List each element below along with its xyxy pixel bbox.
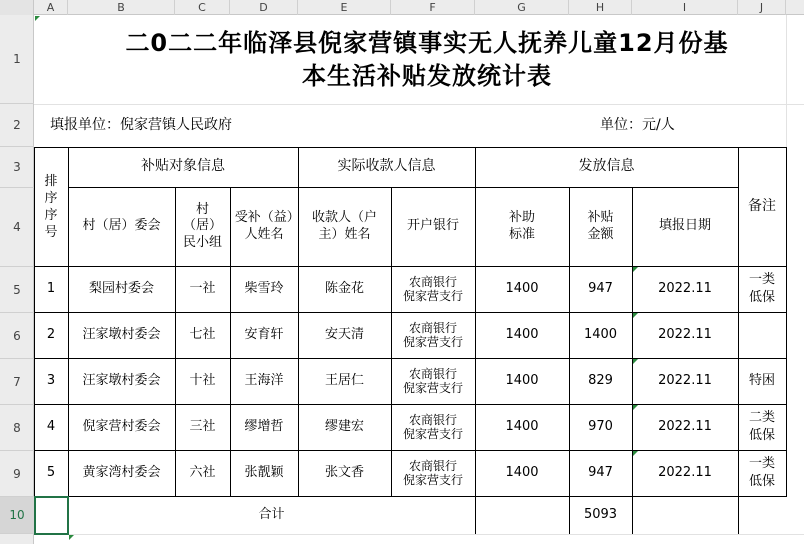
cell-comment-marker (633, 405, 638, 410)
cell-comment-marker (633, 359, 638, 364)
cell-standard[interactable]: 1400 (505, 280, 539, 296)
cell-remark[interactable] (738, 312, 786, 358)
row-header-4[interactable]: 4 (0, 188, 34, 267)
cell-group[interactable]: 一社 (189, 280, 216, 296)
cell-payee[interactable]: 陈金花 (324, 280, 364, 296)
total-amount[interactable]: 5093 (583, 506, 618, 522)
cell-standard[interactable]: 1400 (505, 326, 539, 342)
cell-amount[interactable]: 947 (588, 464, 613, 480)
row-header-1[interactable]: 1 (0, 15, 34, 104)
header-bank: 开户银行 (406, 218, 459, 234)
column-header-d[interactable]: D (230, 0, 298, 15)
header-payee-group: 实际收款人信息 (337, 158, 436, 175)
row-header-8[interactable]: 8 (0, 405, 34, 451)
header-small-group: 村（居）民小组 (182, 202, 222, 250)
cell-seq[interactable]: 2 (46, 326, 56, 342)
cell-amount[interactable]: 829 (588, 372, 613, 388)
gridline (786, 15, 787, 147)
unit-label: 单位：元/人 (600, 116, 675, 133)
cell-remark-line2: 低保 (748, 290, 775, 305)
cell-remark-line1: 一类 (748, 272, 775, 287)
cell-seq[interactable]: 1 (46, 280, 56, 296)
sheet-title (68, 15, 786, 104)
header-payee: 收款人（户主）姓名 (311, 210, 377, 242)
cell-recipient[interactable]: 安育轩 (244, 326, 284, 342)
cell-remark[interactable] (738, 450, 786, 496)
cell-remark-line2: 特困 (748, 373, 775, 388)
cell-amount[interactable]: 970 (588, 418, 613, 434)
row-header-5[interactable]: 5 (0, 267, 34, 313)
column-header-b[interactable]: B (68, 0, 175, 15)
cell-remark[interactable] (738, 358, 786, 404)
cell-village[interactable]: 汪家墩村委会 (82, 372, 161, 388)
header-seq: 排序序号 (44, 173, 58, 240)
reporting-unit: 填报单位：倪家营镇人民政府 (50, 116, 232, 133)
cell-bank-line2: 倪家营支行 (402, 427, 463, 441)
cell-bank[interactable] (391, 358, 475, 404)
active-cell-selection[interactable] (34, 496, 69, 535)
cell-recipient[interactable]: 张靓颖 (244, 464, 284, 480)
cell-payee[interactable]: 王居仁 (324, 372, 364, 388)
cell-bank-line2: 倪家营支行 (402, 335, 463, 349)
column-header-c[interactable]: C (175, 0, 230, 15)
column-header-g[interactable]: G (475, 0, 569, 15)
cell-comment-marker (633, 313, 638, 318)
cell-bank[interactable] (391, 312, 475, 358)
column-header-a[interactable]: A (34, 0, 68, 15)
cell-remark-line1: 二类 (748, 410, 775, 425)
cell-date[interactable]: 2022.11 (658, 418, 712, 434)
gridline (68, 534, 804, 535)
row-header-6[interactable]: 6 (0, 313, 34, 359)
cell-village[interactable]: 汪家墩村委会 (82, 326, 161, 342)
header-village: 村（居）委会 (82, 218, 161, 234)
row-header-3[interactable]: 3 (0, 147, 34, 188)
header-recipient: 受补（益）人姓名 (234, 210, 294, 242)
cell-recipient[interactable]: 柴雪玲 (244, 280, 284, 296)
header-amount: 补贴金额 (587, 210, 614, 242)
cell-bank-line1: 农商银行 (408, 413, 457, 427)
cell-comment-marker (633, 267, 638, 272)
header-subsidy-group: 补贴对象信息 (141, 158, 225, 175)
cell-village[interactable]: 倪家营村委会 (82, 418, 161, 434)
cell-comment-marker (633, 451, 638, 456)
cell-seq[interactable]: 4 (46, 418, 56, 434)
cell-bank[interactable] (391, 266, 475, 312)
cell-date[interactable]: 2022.11 (658, 280, 712, 296)
cell-standard[interactable]: 1400 (505, 418, 539, 434)
cell-comment-marker (69, 535, 74, 540)
cell-seq[interactable]: 3 (46, 372, 56, 388)
cell-recipient[interactable]: 缪增哲 (244, 418, 284, 434)
cell-seq[interactable]: 5 (46, 464, 56, 480)
header-remarks: 备注 (748, 197, 776, 214)
header-date: 填报日期 (658, 218, 711, 234)
cell-payee[interactable]: 张文香 (324, 464, 364, 480)
row-header-10[interactable]: 10 (0, 497, 34, 534)
sheet-title-line2: 本生活补贴发放统计表 (302, 61, 552, 90)
table-border (786, 147, 787, 497)
cell-standard[interactable]: 1400 (505, 372, 539, 388)
cell-group[interactable]: 十社 (189, 372, 216, 388)
total-label[interactable]: 合计 (258, 506, 285, 522)
row-header-2[interactable]: 2 (0, 104, 34, 147)
cell-payee[interactable]: 安天清 (324, 326, 364, 342)
cell-remark[interactable] (738, 266, 786, 312)
cell-payee[interactable]: 缪建宏 (324, 418, 364, 434)
cell-remark-line1: 一类 (748, 456, 775, 471)
cell-bank-line2: 倪家营支行 (402, 473, 463, 487)
cell-bank[interactable] (391, 404, 475, 450)
column-header-i[interactable]: I (632, 0, 738, 15)
cell-standard[interactable]: 1400 (505, 464, 539, 480)
cell-group[interactable]: 六社 (189, 464, 216, 480)
cell-remark-line2: 低保 (748, 474, 775, 489)
cell-amount[interactable]: 947 (588, 280, 613, 296)
row-header-9[interactable]: 9 (0, 451, 34, 497)
cell-date[interactable]: 2022.11 (658, 326, 712, 342)
row-header-7[interactable]: 7 (0, 359, 34, 405)
cell-amount[interactable]: 1400 (583, 326, 618, 342)
cell-bank-line1: 农商银行 (408, 367, 457, 381)
cell-group[interactable]: 三社 (189, 418, 216, 434)
header-payment-group: 发放信息 (578, 158, 635, 175)
cell-bank[interactable] (391, 450, 475, 496)
cell-bank-line1: 农商银行 (408, 459, 457, 473)
select-all-corner[interactable] (0, 0, 34, 15)
cell-remark[interactable] (738, 404, 786, 450)
cell-remark-line2: 低保 (748, 428, 775, 443)
cell-date[interactable]: 2022.11 (658, 372, 712, 388)
cell-recipient[interactable]: 王海洋 (244, 372, 284, 388)
header-standard: 补助标准 (508, 210, 535, 242)
cell-bank-line1: 农商银行 (408, 275, 457, 289)
column-header-h[interactable]: H (569, 0, 632, 15)
cell-village[interactable]: 黄家湾村委会 (82, 464, 161, 480)
cell-village[interactable]: 梨园村委会 (88, 280, 154, 296)
sheet-title-line1: 二0二二年临泽县倪家营镇事实无人抚养儿童12月份基 (125, 28, 729, 57)
cell-bank-line2: 倪家营支行 (402, 289, 463, 303)
cell-bank-line2: 倪家营支行 (402, 381, 463, 395)
column-header-j[interactable]: J (738, 0, 786, 15)
cell-group[interactable]: 七社 (189, 326, 216, 342)
cell-comment-marker (35, 16, 40, 21)
cell-bank-line1: 农商银行 (408, 321, 457, 335)
column-header-f[interactable]: F (391, 0, 475, 15)
column-header-e[interactable]: E (298, 0, 391, 15)
cell-date[interactable]: 2022.11 (658, 464, 712, 480)
